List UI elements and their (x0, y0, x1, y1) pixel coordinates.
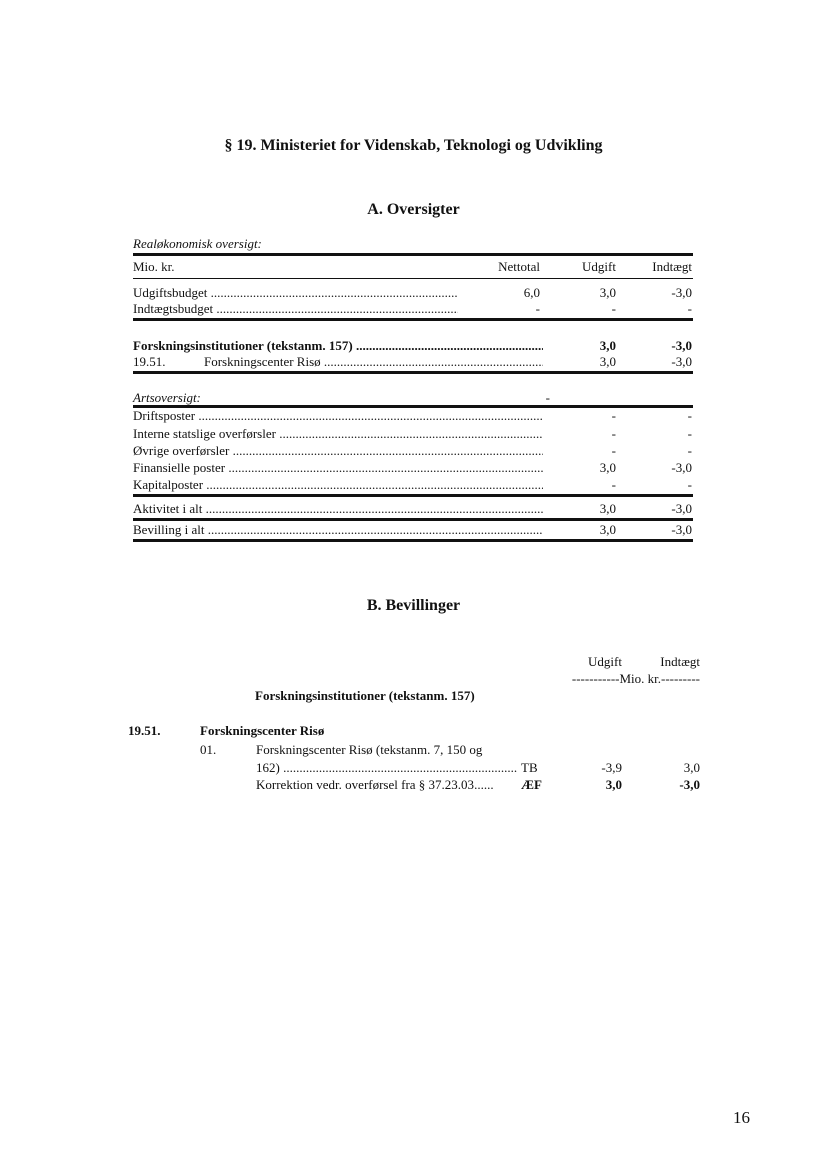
table-row: Driftsposter ..... (133, 408, 543, 424)
chapter-title: § 19. Ministeriet for Videnskab, Teknologi og Udvikling (224, 137, 603, 154)
institution-bottom-rule (133, 371, 693, 374)
arts-income: -3,0 (671, 460, 692, 475)
arts-income: - (687, 408, 692, 423)
sub-row-expense: 3,0 (599, 354, 616, 369)
correction-row: Korrektion vedr. overførsel fra § 37.23.03...... (256, 777, 494, 792)
budget-expense: 3,0 (599, 285, 616, 300)
realoeconomic-subtitle: Realøkonomisk oversigt: (133, 236, 262, 251)
table-row: Øvrige overførsler ..... (133, 443, 543, 459)
budget-net: 6,0 (523, 285, 540, 300)
activity-rule (133, 518, 693, 521)
correction-expense: 3,0 (605, 777, 622, 792)
section-a-heading: A. Oversigter (367, 201, 460, 218)
column-expense-b: Udgift (588, 654, 622, 669)
column-unit: Mio. kr. (133, 259, 175, 274)
column-net: Nettotal (498, 259, 540, 274)
budget-income: - (687, 301, 692, 316)
appropriation-income: -3,0 (671, 522, 692, 537)
subaccount-income: 3,0 (683, 760, 700, 775)
arts-expense: - (611, 477, 616, 492)
section-b-heading: B. Bevillinger (366, 597, 461, 614)
appropriation-row: Bevilling i alt ..... (133, 522, 543, 538)
arts-income: - (687, 443, 692, 458)
sub-row: Forskningscenter Risø ..... (204, 354, 543, 370)
arts-expense: - (611, 426, 616, 441)
subaccount-number: 01. (200, 742, 217, 757)
arts-bottom-rule (133, 494, 693, 497)
budget-bottom-rule (133, 318, 693, 321)
activity-row: Aktivitet i alt ..... (133, 501, 543, 517)
subaccount-line2: 162) ..... (256, 760, 518, 776)
sub-row-code: 19.51. (133, 354, 166, 369)
unit-line: -----------Mio. kr.--------- (571, 671, 700, 686)
budget-net: - (535, 301, 540, 316)
correction-tag: ÆF (521, 777, 542, 792)
institution-expense: 3,0 (599, 338, 616, 353)
header-rule (133, 278, 693, 279)
table-row: Udgiftsbudget ..... (133, 285, 458, 301)
arts-expense: 3,0 (599, 460, 616, 475)
subaccount-tag: TB (521, 760, 538, 775)
table-top-rule (133, 253, 693, 256)
table-bottom-rule (133, 539, 693, 542)
institution-row: Forskningsinstitutioner (tekstanm. 157) ..... (133, 338, 543, 354)
column-income-b: Indtægt (660, 654, 700, 669)
account-name: Forskningscenter Risø (200, 723, 325, 738)
page-number: 16 (733, 1108, 750, 1127)
table-row: Finansielle poster ..... (133, 460, 543, 476)
group-heading: Forskningsinstitutioner (tekstanm. 157) (255, 688, 475, 703)
budget-expense: - (611, 301, 616, 316)
table-row: Indtægtsbudget ..... (133, 301, 458, 317)
arts-title: Artsoversigt: (133, 390, 201, 405)
table-row: Kapitalposter ..... (133, 477, 543, 493)
arts-expense: - (611, 408, 616, 423)
budget-income: -3,0 (671, 285, 692, 300)
arts-income: - (687, 426, 692, 441)
appropriation-expense: 3,0 (599, 522, 616, 537)
sub-row-income: -3,0 (671, 354, 692, 369)
institution-income: -3,0 (671, 338, 692, 353)
subaccount-line1: Forskningscenter Risø (tekstanm. 7, 150 og (256, 742, 483, 757)
column-income: Indtægt (652, 259, 692, 274)
table-row: Interne statslige overførsler ..... (133, 426, 543, 442)
subaccount-expense: -3,9 (601, 760, 622, 775)
activity-expense: 3,0 (599, 501, 616, 516)
activity-income: -3,0 (671, 501, 692, 516)
arts-expense: - (611, 443, 616, 458)
account-code: 19.51. (128, 723, 161, 738)
correction-income: -3,0 (679, 777, 700, 792)
arts-income: - (687, 477, 692, 492)
column-expense: Udgift (582, 259, 616, 274)
arts-title-dash: - (545, 390, 550, 405)
